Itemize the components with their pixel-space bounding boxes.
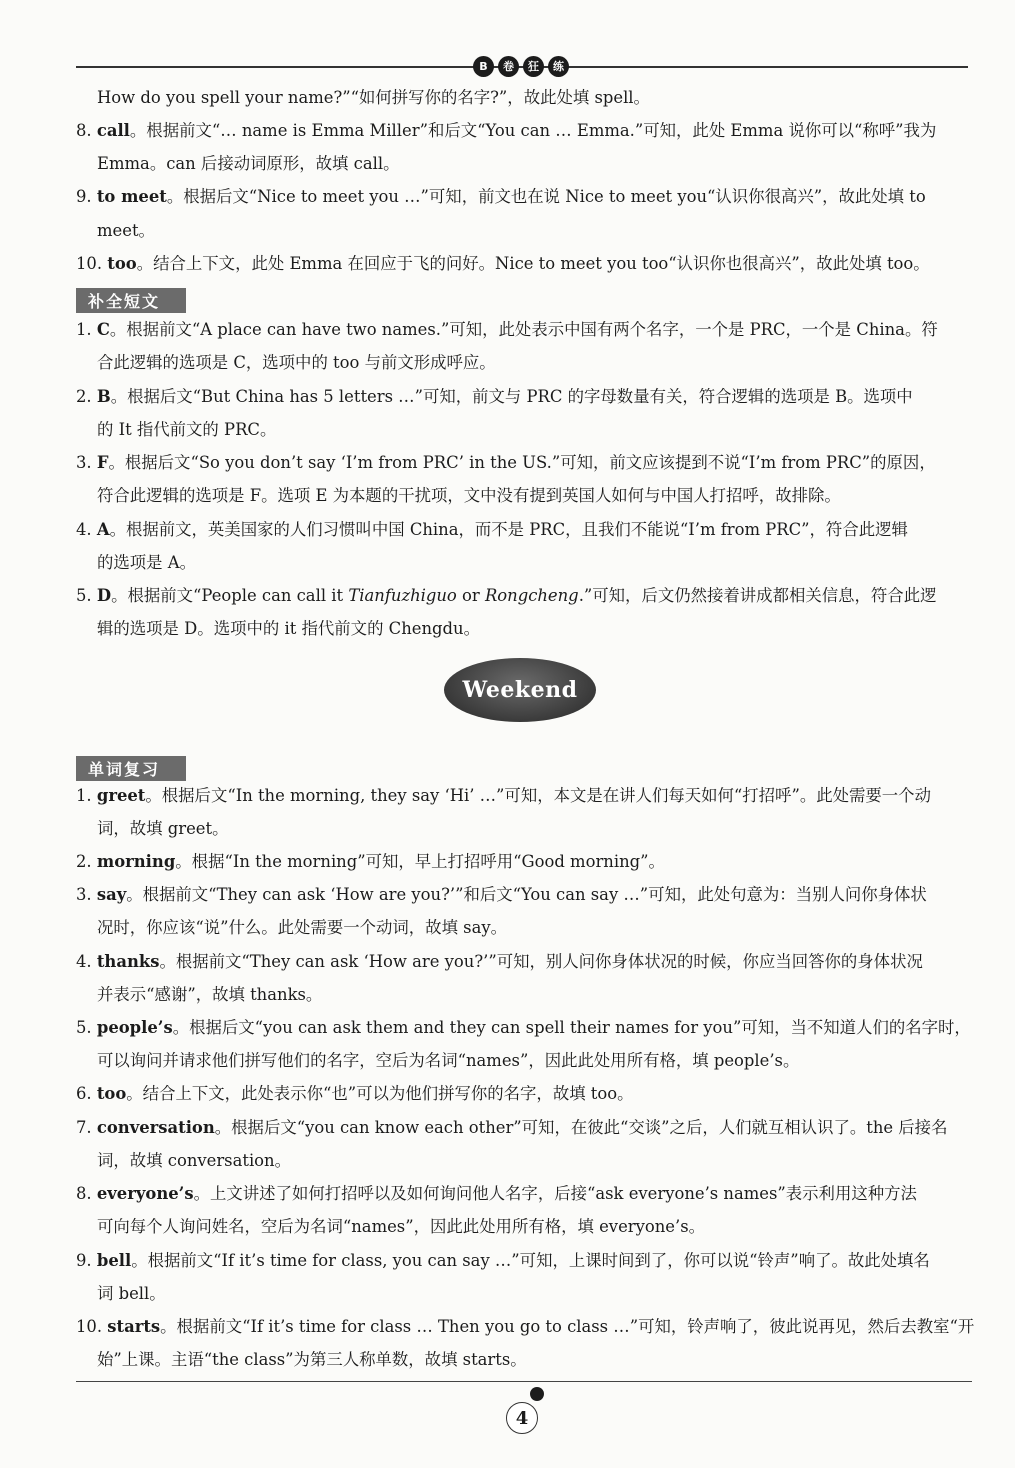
answer-explanation: 。根据前文“People can call it	[111, 586, 349, 605]
header-badge	[472, 53, 570, 79]
answer-explanation: 。根据前文，英美国家的人们习惯叫中国 China，而不是 PRC，且我们不能说“I’m from PRC”，符合此逻辑	[109, 520, 908, 539]
answer-continuation: 的 It 指代前文的 PRC。	[97, 420, 277, 439]
weekend-title-oval	[444, 658, 596, 722]
answer-explanation: .”可知，后文仍然接着讲成都相关信息，符合此逻	[578, 586, 937, 605]
answer-continuation: 词 bell。	[97, 1284, 166, 1303]
item-number: 3.	[76, 885, 92, 904]
item-number: 8.	[76, 1184, 92, 1203]
answer-continuation: 词，故填 greet。	[97, 819, 229, 838]
section-label-vocab: 单词复习	[76, 756, 186, 781]
answer-explanation: 。上文讲述了如何打招呼以及如何询问他人名字，后接“ask everyone’s names”表示利用这种方法	[193, 1184, 917, 1203]
item-number: 4.	[76, 520, 92, 539]
answer-key: conversation	[96, 1118, 215, 1137]
answer-item	[76, 1084, 972, 1104]
item-number: 4.	[76, 952, 92, 971]
answer-explanation: 。根据前文“… name is Emma Miller”和后文“You can … Emma.”可知，此处 Emma 说你可以“称呼”我为	[129, 121, 937, 140]
item-number: 2.	[76, 387, 92, 406]
answer-key: B	[96, 387, 111, 406]
answer-key: to meet	[96, 187, 167, 206]
answer-key: thanks	[96, 952, 160, 971]
page-number: 4	[506, 1402, 538, 1434]
badge-char: 狂	[523, 56, 544, 77]
answer-key: A	[96, 520, 110, 539]
item-number: 5.	[76, 1018, 92, 1037]
item-number: 5.	[76, 586, 92, 605]
answer-explanation: 。根据前文“If it’s time for class, you can say …”可知，上课时间到了，你可以说“铃声”响了。故此处填名	[131, 1251, 930, 1270]
answer-item	[76, 1251, 972, 1271]
answer-key: bell	[96, 1251, 132, 1270]
answer-item	[76, 1018, 972, 1038]
answer-key: call	[96, 121, 130, 140]
answer-explanation: 。根据前文“A place can have two names.”可知，此处表示中国有两个名字，一个是 PRC，一个是 China。符	[109, 320, 938, 339]
intro-line: How do you spell your name?”“如何拼写你的名字?”，故此处填 spell。	[97, 88, 650, 107]
answer-key: F	[96, 453, 109, 472]
item-number: 10.	[76, 1317, 103, 1336]
answer-item	[76, 1184, 972, 1204]
item-number: 2.	[76, 852, 92, 871]
answer-item	[76, 885, 972, 905]
answer-key: morning	[96, 852, 176, 871]
answer-explanation: 。根据“In the morning”可知，早上打招呼用“Good morning”。	[175, 852, 665, 871]
answer-key: too	[107, 254, 137, 273]
answer-explanation: 。根据后文“you can ask them and they can spell their names for you”可知，当不知道人们的名字时，	[172, 1018, 971, 1037]
item-number: 9.	[76, 1251, 92, 1270]
answer-explanation: 。根据后文“Nice to meet you …”可知，前文也在说 Nice to meet you“认识你很高兴”，故此处填 to	[166, 187, 926, 206]
item-number: 7.	[76, 1118, 92, 1137]
item-number: 1.	[76, 786, 92, 805]
answer-continuation: 可向每个人询问姓名，空后为名词“names”，因此此处用所有格，填 everyone’s。	[97, 1217, 705, 1236]
answer-explanation: 。根据后文“But China has 5 letters …”可知，前文与 PRC 的字母数量有关，符合逻辑的选项是 B。选项中	[110, 387, 913, 406]
page-number-dot	[530, 1387, 544, 1401]
answer-key: D	[96, 586, 112, 605]
answer-continuation: 符合此逻辑的选项是 F。选项 E 为本题的干扰项，文中没有提到英国人如何与中国人打招呼，故排除。	[97, 486, 841, 505]
answer-continuation: 的选项是 A。	[97, 553, 196, 572]
item-number: 1.	[76, 320, 92, 339]
answer-item	[76, 852, 972, 872]
answer-continuation: 辑的选项是 D。选项中的 it 指代前文的 Chengdu。	[97, 619, 480, 638]
badge-char: 练	[548, 56, 569, 77]
answer-explanation: 。根据后文“In the morning, they say ‘Hi’ …”可知，本文是在讲人们每天如何“打招呼”。此处需要一个动	[145, 786, 931, 805]
weekend-title: Weekend	[462, 677, 578, 703]
answer-item	[76, 952, 972, 972]
item-number: 9.	[76, 187, 92, 206]
answer-item	[76, 187, 972, 207]
item-number: 6.	[76, 1084, 92, 1103]
answer-continuation: 始”上课。主语“the class”为第三人称单数，故填 starts。	[97, 1350, 527, 1369]
item-number: 3.	[76, 453, 92, 472]
answer-key: everyone’s	[96, 1184, 194, 1203]
answer-item	[76, 453, 972, 473]
answer-explanation: 。根据前文“They can ask ‘How are you?’”可知，别人问你身体状况的时候，你应当回答你的身体状况	[159, 952, 923, 971]
italic-term: Tianfuzhiguo	[348, 586, 457, 605]
answer-explanation: 。根据后文“you can know each other”可知，在彼此“交谈”之后，人们就互相认识了。the 后接名	[214, 1118, 948, 1137]
answer-continuation: 可以询问并请求他们拼写他们的名字，空后为名词“names”，因此此处用所有格，填 people’s。	[97, 1051, 800, 1070]
badge-char: 卷	[498, 56, 519, 77]
answer-item	[76, 121, 972, 141]
item-number: 8.	[76, 121, 92, 140]
footer-rule	[76, 1381, 972, 1382]
answer-explanation: 。根据后文“So you don’t say ‘I’m from PRC’ in the US.”可知，前文应该提到不说“I’m from PRC”的原因，	[108, 453, 936, 472]
answer-item	[76, 254, 972, 274]
answer-key: starts	[107, 1317, 161, 1336]
answer-item	[76, 586, 972, 606]
section-label-cloze: 补全短文	[76, 288, 186, 313]
answer-continuation: 合此逻辑的选项是 C，选项中的 too 与前文形成呼应。	[97, 353, 496, 372]
answer-item	[76, 1118, 972, 1138]
answer-continuation: Emma。can 后接动词原形，故填 call。	[97, 154, 400, 173]
badge-char: B	[473, 56, 494, 77]
answer-item	[76, 387, 972, 407]
italic-term: Rongcheng	[484, 586, 579, 605]
answer-explanation: or	[456, 586, 485, 605]
answer-key: C	[96, 320, 110, 339]
answer-item	[76, 520, 972, 540]
answer-explanation: 。根据前文“If it’s time for class … Then you go to class …”可知，铃声响了，彼此说再见，然后去教室“开	[160, 1317, 975, 1336]
answer-item	[76, 786, 972, 806]
answer-explanation: 。根据前文“They can ask ‘How are you?’”和后文“You can say …”可知，此处句意为：当别人问你身体状	[126, 885, 927, 904]
answer-item	[76, 320, 972, 340]
answer-continuation: 况时，你应该“说”什么。此处需要一个动词，故填 say。	[97, 918, 508, 937]
answer-key: people’s	[96, 1018, 173, 1037]
answer-continuation: 并表示“感谢”，故填 thanks。	[97, 985, 323, 1004]
item-number: 10.	[76, 254, 103, 273]
answer-explanation: 。结合上下文，此处表示你“也”可以为他们拼写你的名字，故填 too。	[126, 1084, 634, 1103]
answer-continuation: meet。	[97, 221, 155, 240]
answer-item	[76, 1317, 975, 1337]
answer-key: too	[96, 1084, 127, 1103]
answer-explanation: 。结合上下文，此处 Emma 在回应于飞的问好。Nice to meet you too“认识你也很高兴”，故此处填 too。	[136, 254, 930, 273]
answer-key: greet	[96, 786, 146, 805]
answer-key: say	[96, 885, 127, 904]
answer-continuation: 词，故填 conversation。	[97, 1151, 291, 1170]
